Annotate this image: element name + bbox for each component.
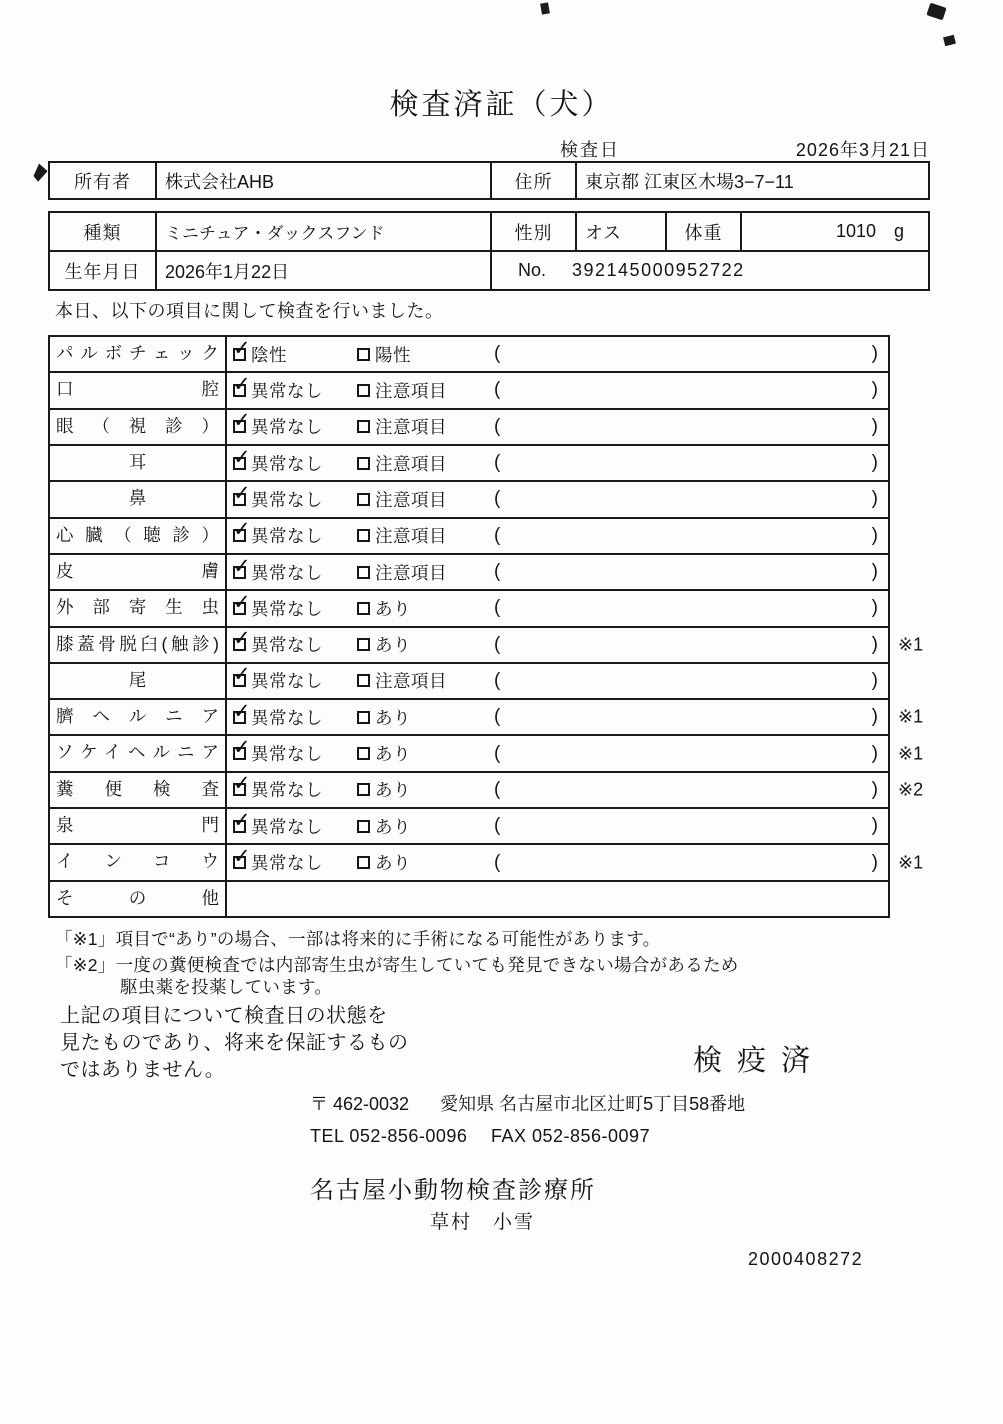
inspection-row-umbilical-hernia: [50, 699, 924, 736]
disclaimer: [60, 1003, 409, 1084]
unchecked-checkbox-icon: [357, 674, 370, 687]
scan-artifact: [943, 35, 956, 46]
number-label: No.: [517, 260, 546, 280]
number-cell: [492, 252, 928, 289]
animal-info-table: [48, 211, 930, 291]
checked-checkbox-icon: [233, 481, 251, 506]
paren-close: ): [871, 633, 878, 655]
intro-text: 本日、以下の項目に関して検査を行いました。: [55, 301, 444, 321]
result-option-1: [233, 409, 357, 439]
paren-close: ): [871, 597, 878, 619]
clinic-tel: TEL 052-856-0096: [310, 1126, 468, 1146]
result-option-2: [357, 777, 494, 802]
weight-label: 体重: [667, 213, 742, 250]
unchecked-checkbox-icon: [357, 566, 370, 579]
result-option-2: [357, 523, 494, 548]
paren-close: ): [871, 379, 878, 401]
option-label: 異常なし: [251, 780, 323, 801]
item-name: 皮膚: [50, 555, 227, 589]
result-option-2: [357, 596, 494, 621]
result-option-1: [233, 590, 357, 621]
item-result: [227, 664, 888, 698]
paren-close: ): [871, 561, 878, 583]
option-label: 注意項目: [375, 417, 447, 438]
table-row: [50, 213, 928, 252]
weight-value: 1010: [835, 221, 876, 241]
option-label: 異常なし: [251, 744, 323, 765]
clinic-postal-code: 〒 462-0032: [310, 1094, 410, 1114]
paren-close: ): [871, 488, 878, 510]
option-label: あり: [375, 707, 411, 728]
item-result: [227, 845, 888, 879]
inspection-row-fecal-exam: [50, 772, 924, 809]
owner-label: 所有者: [50, 163, 157, 198]
birth-label: 生年月日: [50, 252, 157, 289]
checked-checkbox-icon: [233, 518, 251, 542]
checked-checkbox-icon: [233, 336, 251, 361]
result-option-1: [233, 627, 357, 657]
check-mark-icon: ✓: [233, 772, 251, 796]
option-label: 異常なし: [251, 671, 323, 692]
birth-value: 2026年1月22日: [157, 252, 492, 289]
option-label: 異常なし: [251, 526, 323, 547]
option-label: あり: [375, 816, 411, 837]
item-name: 泉門: [50, 809, 227, 843]
option-label: 異常なし: [251, 635, 323, 656]
page-title: 検査済証（犬）: [389, 89, 614, 121]
result-option-2: [357, 560, 494, 585]
address-value: 東京都 江東区木場3−7−11: [585, 171, 794, 192]
paren-open: (: [494, 561, 501, 583]
weight-value-cell: [742, 213, 928, 250]
result-option-2: [357, 814, 494, 839]
option-label: 異常なし: [251, 489, 323, 510]
option-label: 注意項目: [375, 380, 447, 401]
paren-open: (: [494, 415, 501, 437]
checked-checkbox-icon: [233, 409, 251, 433]
inspection-row-mouth: [50, 373, 888, 409]
result-option-1: [233, 663, 357, 693]
paren-open: (: [494, 778, 501, 800]
table-row: [50, 163, 928, 198]
item-name: 耳: [50, 446, 227, 480]
option-label: あり: [375, 744, 411, 765]
item-result: [227, 482, 888, 516]
paren-close: ): [871, 669, 878, 691]
paren-close: ): [871, 343, 878, 365]
option-label: 注意項目: [375, 453, 447, 474]
result-option-1: [233, 699, 357, 730]
item-name: インコウ: [50, 845, 227, 879]
unchecked-checkbox-icon: [357, 856, 370, 869]
inspection-table: [48, 335, 924, 918]
paren-close: ): [871, 706, 878, 728]
paren-open: (: [494, 742, 501, 764]
option-label: 異常なし: [251, 707, 323, 728]
checked-checkbox-icon: [233, 627, 251, 651]
footnote-mark: ※1: [898, 706, 924, 727]
result-option-2: [357, 705, 494, 730]
result-option-1: [233, 736, 357, 766]
footnote-2: 「※2」一度の糞便検査では内部寄生虫が寄生していても発見できない場合があるため: [55, 955, 739, 975]
paren-open: (: [494, 343, 501, 365]
option-label: 異常なし: [251, 380, 323, 401]
item-name: 鼻: [50, 482, 227, 516]
option-label: 注意項目: [375, 562, 447, 583]
checked-checkbox-icon: [233, 736, 251, 760]
item-result: [227, 519, 888, 553]
option-label: あり: [375, 635, 411, 656]
checked-checkbox-icon: [233, 808, 251, 833]
disclaimer-line: ではありません。: [60, 1059, 226, 1081]
result-option-1: [233, 554, 357, 585]
paren-open: (: [494, 669, 501, 691]
result-option-2: [357, 632, 494, 657]
table-row: [50, 252, 928, 289]
clinic-fax: FAX 052-856-0097: [490, 1126, 651, 1146]
unchecked-checkbox-icon: [357, 493, 370, 506]
breed-label: 種類: [50, 213, 157, 250]
item-name: パルボチェック: [50, 337, 227, 371]
item-name: 臍ヘルニア: [50, 700, 227, 734]
checked-checkbox-icon: [233, 699, 251, 724]
item-name: その他: [50, 882, 227, 916]
serial-number: 2000408272: [748, 1249, 864, 1269]
paren-open: (: [494, 488, 501, 510]
item-result: [227, 555, 888, 589]
checked-checkbox-icon: [233, 554, 251, 579]
address-label: 住所: [492, 163, 577, 198]
inspection-row-patella: [50, 627, 924, 664]
scan-artifact: [540, 2, 550, 14]
result-option-1: [233, 845, 357, 875]
option-label: 異常なし: [251, 417, 323, 438]
option-label: あり: [375, 780, 411, 801]
breed-value: ミニチュア・ダックスフンド: [157, 213, 492, 250]
inspection-row-eyes: [50, 410, 888, 446]
paren-open: (: [494, 452, 501, 474]
check-mark-icon: ✓: [233, 518, 251, 542]
clinic-phone-row: [310, 1126, 650, 1147]
item-result: [227, 736, 888, 770]
inspection-row-heart: [50, 519, 888, 555]
option-label: 注意項目: [375, 489, 447, 510]
item-name: 尾: [50, 664, 227, 698]
option-label: あり: [375, 853, 411, 874]
check-mark-icon: ✓: [233, 699, 251, 723]
sex-value: オス: [577, 213, 667, 250]
checked-checkbox-icon: [233, 663, 251, 687]
inspection-row-tail: [50, 664, 888, 700]
option-label: 陰性: [251, 344, 287, 365]
item-result: [227, 591, 888, 625]
veterinarian-name: 草村 小雪: [430, 1212, 536, 1233]
owner-value: 株式会社AHB: [157, 163, 492, 198]
item-result: [227, 773, 888, 807]
footnote-mark: ※1: [898, 743, 924, 764]
check-mark-icon: ✓: [233, 554, 251, 578]
result-option-1: [233, 808, 357, 839]
check-mark-icon: ✓: [233, 627, 251, 651]
checked-checkbox-icon: [233, 445, 251, 470]
check-mark-icon: ✓: [233, 372, 251, 396]
checked-checkbox-icon: [233, 372, 251, 397]
check-mark-icon: ✓: [233, 590, 251, 614]
check-mark-icon: ✓: [233, 663, 251, 687]
paren-close: ): [871, 742, 878, 764]
unchecked-checkbox-icon: [357, 820, 370, 833]
check-mark-icon: ✓: [233, 481, 251, 505]
unchecked-checkbox-icon: [357, 420, 370, 433]
item-result: [227, 700, 888, 734]
check-mark-icon: ✓: [233, 445, 251, 469]
check-mark-icon: ✓: [233, 336, 251, 360]
result-option-1: [233, 445, 357, 476]
paren-open: (: [494, 379, 501, 401]
check-mark-icon: ✓: [233, 736, 251, 760]
item-name: 外部寄生虫: [50, 591, 227, 625]
result-option-1: [233, 481, 357, 512]
paren-open: (: [494, 524, 501, 546]
item-name: 口腔: [50, 373, 227, 407]
result-option-1: [233, 336, 357, 367]
paren-open: (: [494, 851, 501, 873]
check-mark-icon: ✓: [233, 845, 251, 869]
option-label: 注意項目: [375, 671, 447, 692]
item-result: [227, 809, 888, 843]
option-label: 陽性: [375, 344, 411, 365]
item-result: [227, 373, 888, 407]
result-option-2: [357, 451, 494, 476]
disclaimer-line: 上記の項目について検査日の状態を: [60, 1005, 388, 1027]
owner-address-table: [48, 161, 930, 200]
paren-close: ): [871, 815, 878, 837]
exam-date-value: 2026年3月21日: [795, 140, 930, 160]
check-mark-icon: ✓: [233, 409, 251, 433]
unchecked-checkbox-icon: [357, 747, 370, 760]
option-label: 異常なし: [251, 453, 323, 474]
inspection-row-skin: [50, 555, 888, 591]
unchecked-checkbox-icon: [357, 348, 370, 361]
result-option-1: [233, 372, 357, 403]
item-name: 心臓（聴診）: [50, 519, 227, 553]
inspection-row-other: [50, 882, 888, 916]
result-option-1: [233, 518, 357, 548]
scan-artifact: [926, 3, 946, 21]
item-name: 糞便検査: [50, 773, 227, 807]
clinic-address-row: [310, 1090, 745, 1116]
result-option-2: [357, 487, 494, 512]
result-option-2: [357, 342, 494, 367]
unchecked-checkbox-icon: [357, 529, 370, 542]
disclaimer-line: 見たものであり、将来を保証するもの: [60, 1032, 409, 1054]
item-result: [227, 628, 888, 662]
inspection-row-nose: [50, 482, 888, 518]
option-label: 異常なし: [251, 562, 323, 583]
number-value: 392145000952722: [572, 260, 745, 280]
footnote-2-continued: 駆虫薬を投薬しています。: [120, 977, 333, 997]
result-option-2: [357, 850, 494, 875]
quarantine-stamp: 検疫済: [693, 1045, 826, 1077]
option-label: あり: [375, 598, 411, 619]
item-result: [227, 337, 888, 371]
footnote-mark: ※1: [898, 634, 924, 655]
clinic-name: 名古屋小動物検査診療所: [310, 1177, 596, 1204]
paren-close: ): [871, 415, 878, 437]
unchecked-checkbox-icon: [357, 384, 370, 397]
checked-checkbox-icon: [233, 845, 251, 869]
footnote-mark: ※2: [898, 779, 924, 800]
unchecked-checkbox-icon: [357, 602, 370, 615]
paren-open: (: [494, 706, 501, 728]
result-option-2: [357, 414, 494, 439]
weight-unit: g: [893, 221, 904, 241]
result-option-2: [357, 668, 494, 693]
option-label: 注意項目: [375, 526, 447, 547]
item-result-empty: [227, 882, 888, 916]
result-option-2: [357, 741, 494, 766]
result-option-2: [357, 378, 494, 403]
inspection-row-inkou: [50, 845, 924, 881]
item-result: [227, 410, 888, 444]
inspection-row-parvo: [50, 337, 888, 373]
paren-open: (: [494, 815, 501, 837]
paren-open: (: [494, 633, 501, 655]
checked-checkbox-icon: [233, 772, 251, 796]
checked-checkbox-icon: [233, 590, 251, 615]
item-result: [227, 446, 888, 480]
result-option-1: [233, 772, 357, 802]
footnote-mark: ※1: [898, 852, 924, 873]
paren-open: (: [494, 597, 501, 619]
unchecked-checkbox-icon: [357, 711, 370, 724]
check-mark-icon: ✓: [233, 808, 251, 832]
inspection-row-ears: [50, 446, 888, 482]
option-label: 異常なし: [251, 816, 323, 837]
paren-close: ): [871, 778, 878, 800]
item-name: ソケイヘルニア: [50, 736, 227, 770]
paren-close: ): [871, 851, 878, 873]
footnote-1: 「※1」項目で“あり”の場合、一部は将来的に手術になる可能性があります。: [55, 929, 661, 949]
inspection-row-fontanelle: [50, 809, 888, 845]
inspection-row-inguinal-hernia: [50, 736, 924, 772]
option-label: 異常なし: [251, 853, 323, 874]
unchecked-checkbox-icon: [357, 638, 370, 651]
sex-label: 性別: [492, 213, 577, 250]
clinic-address: 愛知県 名古屋市北区辻町5丁目58番地: [440, 1094, 746, 1114]
option-label: 異常なし: [251, 598, 323, 619]
exam-date-label: 検査日: [560, 140, 620, 160]
paren-close: ): [871, 524, 878, 546]
paren-close: ): [871, 452, 878, 474]
item-name: 膝蓋骨脱臼(触診): [50, 628, 227, 662]
unchecked-checkbox-icon: [357, 457, 370, 470]
item-name: 眼（視診）: [50, 410, 227, 444]
unchecked-checkbox-icon: [357, 783, 370, 796]
inspection-row-external-parasites: [50, 591, 888, 627]
scan-artifact: [32, 163, 49, 183]
